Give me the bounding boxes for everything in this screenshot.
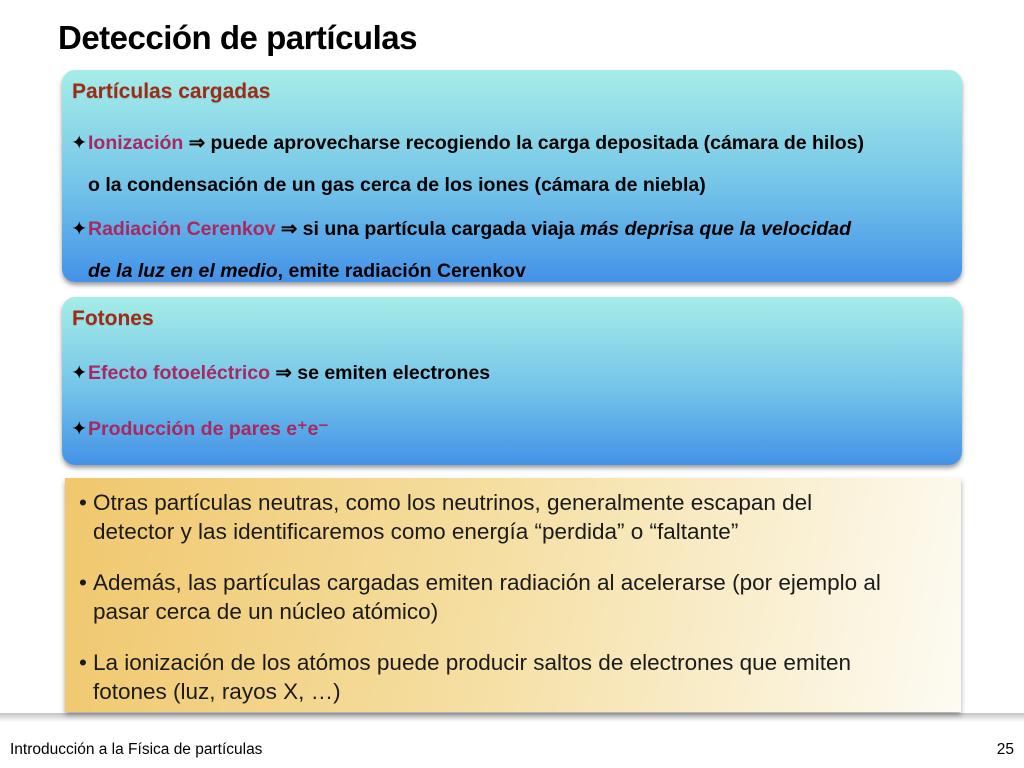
note-text: fotones (luz, rayos X, …) — [93, 679, 341, 704]
note-text: detector y las identificaremos como energía “perdida” o “faltante” — [93, 519, 739, 544]
star-bullet-icon: ✦ — [71, 218, 88, 240]
dot-bullet-icon: • — [79, 650, 87, 675]
bullet-pair-production — [72, 414, 948, 444]
page-title: Detección de partículas — [58, 19, 417, 56]
note-text: pasar cerca de un núcleo atómico) — [93, 599, 439, 624]
note-line — [93, 517, 949, 546]
charged-particles-heading: Partículas cargadas — [72, 80, 271, 103]
note-text: La ionización de los atómos puede producir saltos de electrones que emiten — [93, 650, 851, 675]
keyword-ionizacion: Ionización — [88, 132, 184, 154]
note-text: Otras partículas neutras, como los neutrinos, generalmente escapan del — [93, 490, 813, 515]
note-ionization-photons — [72, 648, 949, 706]
bullet-line — [71, 122, 948, 164]
bullet-line — [88, 250, 948, 292]
note-neutrinos — [72, 488, 949, 546]
photons-heading: Fotones — [72, 307, 154, 330]
star-bullet-icon: ✦ — [71, 418, 88, 440]
footer-course-title: Introducción a la Física de partículas — [10, 741, 263, 758]
note-line — [93, 597, 949, 626]
bullet-line — [71, 414, 948, 444]
page-number: 25 — [996, 741, 1014, 758]
footer-divider — [0, 713, 1024, 722]
note-line — [79, 568, 949, 597]
bullet-line — [88, 164, 948, 206]
bullet-text: ⇒ puede aprovecharse recogiendo la carga depositada (cámara de hilos) — [183, 132, 864, 154]
bullet-text: , emite radiación Cerenkov — [277, 260, 526, 282]
bullet-line — [71, 358, 948, 388]
bullet-text: o la condensación de un gas cerca de los iones (cámara de niebla) — [88, 174, 706, 196]
note-line — [79, 648, 949, 677]
bullet-text-italic: de la luz en el medio — [88, 260, 278, 282]
star-bullet-icon: ✦ — [71, 132, 88, 154]
bullet-ionization — [72, 122, 948, 206]
dot-bullet-icon: • — [79, 570, 87, 595]
note-line — [79, 488, 949, 517]
bullet-text: ⇒ se emiten electrones — [270, 362, 491, 384]
neutral-particles-notes-box — [65, 478, 961, 712]
bullet-text-italic: más deprisa que la velocidad — [580, 218, 852, 240]
note-radiation — [72, 568, 949, 626]
bullet-line — [71, 208, 948, 250]
note-line — [93, 677, 949, 706]
note-text: Además, las partículas cargadas emiten radiación al acelerarse (por ejemplo al — [93, 570, 881, 595]
keyword-produccion-pares: Producción de pares e⁺e⁻ — [88, 418, 329, 440]
bullet-cerenkov — [72, 208, 948, 292]
bullet-photoelectric — [72, 358, 948, 388]
photons-box — [62, 297, 962, 465]
dot-bullet-icon: • — [79, 490, 87, 515]
star-bullet-icon: ✦ — [71, 362, 88, 384]
keyword-efecto-fotoelectrico: Efecto fotoeléctrico — [88, 362, 271, 384]
charged-particles-box — [62, 70, 962, 282]
bullet-text: ⇒ si una partícula cargada viaja — [275, 218, 581, 240]
keyword-radiacion-cerenkov: Radiación Cerenkov — [88, 218, 276, 240]
